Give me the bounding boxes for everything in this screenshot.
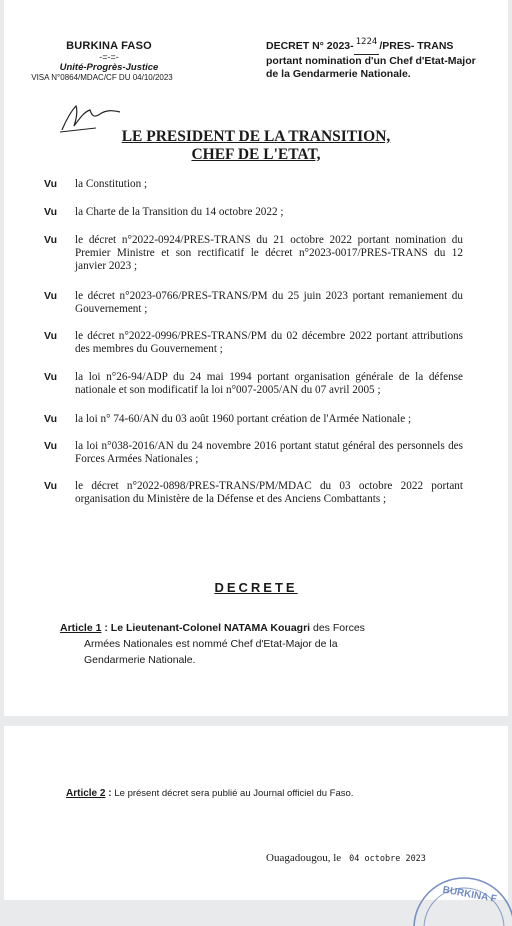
article-text: des Forces xyxy=(310,622,365,634)
vu-label: Vu xyxy=(44,440,58,452)
issuer-block xyxy=(31,40,174,82)
article-1 xyxy=(60,620,410,668)
article-label: Article 1 xyxy=(60,622,102,634)
article-2 xyxy=(66,788,506,799)
article-colon: : xyxy=(105,788,115,799)
decree-subject-line-1: portant nomination d'un Chef d'Etat-Major xyxy=(266,55,476,67)
decree-prefix: DECRET N° 2023- xyxy=(266,40,354,52)
article-label: Article 2 xyxy=(66,788,106,799)
vu-label: Vu xyxy=(44,413,58,425)
consideration-text: la loi n°038-2016/AN du 24 novembre 2016 portant statut général des personnels des Forces Armées Nationales ; xyxy=(75,440,463,465)
article-colon: : xyxy=(101,622,111,634)
title-line-2: CHEF DE L'ETAT, xyxy=(191,146,321,163)
consideration-text: la loi n°26-94/ADP du 24 mai 1994 portant organisation générale de la défense nationale et son modificatif la loi n°007-2005/AN du 07 avril 2005 ; xyxy=(75,371,463,396)
decree-reference-block xyxy=(266,37,496,81)
article-text-line-2: Armées Nationales est nommé Chef d'Etat-Major de la xyxy=(84,638,338,650)
consideration-text: la Constitution ; xyxy=(75,178,148,190)
consideration-text: le décret n°2022-0924/PRES-TRANS du 21 octobre 2022 portant nomination du Premier Ministre et son rectificatif le décret n°2023-0017/PRES-TRANS du 12 janvier 2023 ; xyxy=(75,234,463,272)
vu-label: Vu xyxy=(44,206,58,218)
vu-label: Vu xyxy=(44,178,58,190)
decree-suffix: /PRES- TRANS xyxy=(379,40,454,52)
article-text: Le présent décret sera publié au Journal officiel du Faso. xyxy=(114,788,354,799)
national-motto: Unité-Progrès-Justice xyxy=(59,62,159,73)
document-title xyxy=(4,128,508,164)
article-text-line-3: Gendarmerie Nationale. xyxy=(84,654,196,666)
header-separator: -=-=- xyxy=(99,52,119,62)
title-line-1: LE PRESIDENT DE LA TRANSITION, xyxy=(121,128,391,145)
consideration-text: le décret n°2022-0898/PRES-TRANS/PM/MDAC du 03 octobre 2022 portant organisation du Ministère de la Défense et des Anciens Combattants ; xyxy=(75,480,463,505)
consideration-text: la loi n° 74-60/AN du 03 août 1960 portant création de l'Armée Nationale ; xyxy=(75,413,412,425)
document-page-2 xyxy=(4,726,508,905)
vu-label: Vu xyxy=(44,480,58,492)
decree-number-handwritten: 1224 xyxy=(355,37,378,47)
vu-label: Vu xyxy=(44,371,58,383)
decrete-heading: DECRETE xyxy=(214,580,298,595)
decree-subject-line-2: de la Gendarmerie Nationale. xyxy=(266,68,411,80)
visa-reference: VISA N°0864/MDAC/CF DU 04/10/2023 xyxy=(31,73,173,82)
appointee-name: Le Lieutenant-Colonel NATAMA Kouagri xyxy=(110,622,311,634)
official-stamp xyxy=(402,866,512,926)
document-page-1 xyxy=(4,0,508,716)
consideration-text: la Charte de la Transition du 14 octobre 2022 ; xyxy=(75,206,284,218)
signature-date: 04 octobre 2023 xyxy=(349,854,426,864)
svg-text:BURKINA F: BURKINA F xyxy=(441,884,498,905)
signature-place-date xyxy=(266,852,426,864)
country-name: BURKINA FASO xyxy=(66,40,152,52)
vu-label: Vu xyxy=(44,234,58,246)
consideration-text: le décret n°2023-0766/PRES-TRANS/PM du 25 juin 2023 portant remaniement du Gouvernement ; xyxy=(75,290,463,315)
signature-place: Ouagadougou, le xyxy=(266,852,342,864)
vu-label: Vu xyxy=(44,290,58,302)
vu-label: Vu xyxy=(44,330,58,342)
decree-number-line xyxy=(266,37,496,55)
consideration-text: le décret n°2022-0996/PRES-TRANS/PM du 02 décembre 2022 portant attributions des membres du Gouvernement ; xyxy=(75,330,463,355)
